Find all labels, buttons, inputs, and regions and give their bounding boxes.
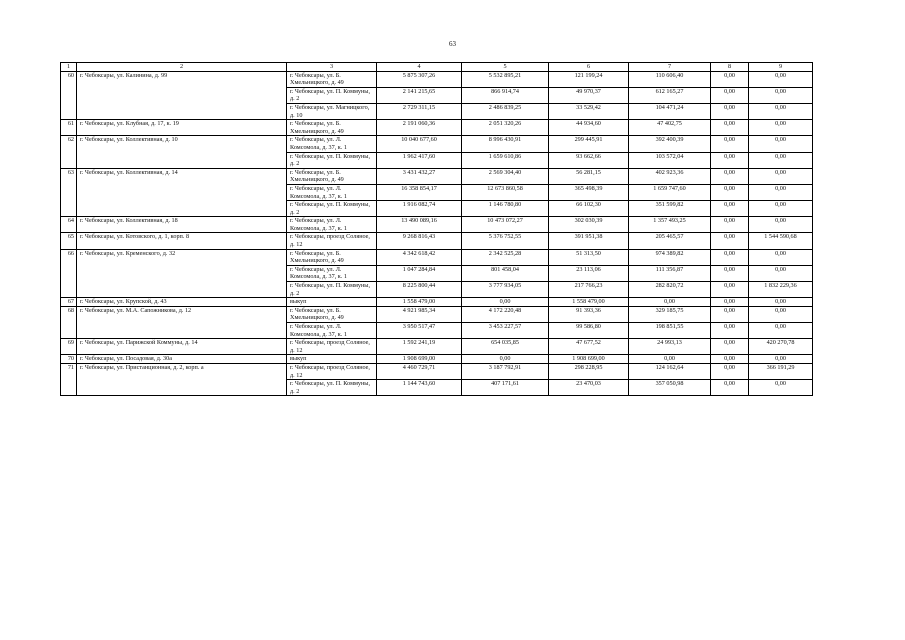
- amount-cell: 2 141 215,65: [377, 87, 462, 103]
- amount-cell: 33 529,42: [549, 103, 629, 119]
- source-address: г. Чебоксары, ул. П. Коммуны, д. 2: [287, 152, 377, 168]
- amount-cell: 12 673 860,58: [462, 184, 549, 200]
- column-header: 7: [629, 63, 711, 72]
- amount-cell: 10 473 072,27: [462, 217, 549, 233]
- amount-cell: 0,00: [711, 152, 749, 168]
- row-number: 68: [61, 306, 77, 338]
- amount-cell: 392 400,39: [629, 136, 711, 152]
- amount-cell: 4 460 729,71: [377, 363, 462, 379]
- row-number: 60: [61, 71, 77, 120]
- amount-cell: 302 030,39: [549, 217, 629, 233]
- amount-cell: 612 165,27: [629, 87, 711, 103]
- object-address: г. Чебоксары, ул. Коллективная, д. 18: [77, 217, 287, 233]
- amount-cell: 0,00: [749, 265, 813, 281]
- amount-cell: 801 458,04: [462, 265, 549, 281]
- object-address: г. Чебоксары, ул. Котовского, д. 1, корп. 8: [77, 233, 287, 249]
- amount-cell: 0,00: [711, 249, 749, 265]
- amount-cell: 1 832 229,36: [749, 282, 813, 298]
- table-row: [61, 71, 813, 87]
- column-header: 3: [287, 63, 377, 72]
- amount-cell: 205 465,57: [629, 233, 711, 249]
- amount-cell: 1 592 241,19: [377, 339, 462, 355]
- table-row: [61, 233, 813, 249]
- amount-cell: 0,00: [711, 233, 749, 249]
- amount-cell: 282 820,72: [629, 282, 711, 298]
- source-address: г. Чебоксары, ул. Л. Комсомола, д. 37, к. 1: [287, 323, 377, 339]
- amount-cell: 47 402,75: [629, 120, 711, 136]
- amount-cell: 0,00: [749, 249, 813, 265]
- amount-cell: 2 486 839,25: [462, 103, 549, 119]
- column-header: 8: [711, 63, 749, 72]
- row-number: 69: [61, 339, 77, 355]
- amount-cell: 44 934,60: [549, 120, 629, 136]
- source-address: г. Чебоксары, ул. Магницкого, д. 10: [287, 103, 377, 119]
- table-row: [61, 355, 813, 364]
- object-address: г. Чебоксары, ул. Коллективная, д. 14: [77, 168, 287, 217]
- source-address: г. Чебоксары, ул. П. Коммуны, д. 2: [287, 380, 377, 396]
- row-number: 65: [61, 233, 77, 249]
- column-header: 6: [549, 63, 629, 72]
- amount-cell: 0,00: [749, 184, 813, 200]
- amount-cell: 0,00: [711, 298, 749, 307]
- row-number: 70: [61, 355, 77, 364]
- amount-cell: 198 851,55: [629, 323, 711, 339]
- column-header: 5: [462, 63, 549, 72]
- object-address: г. Чебоксары, ул. Клубная, д. 17, к. 19: [77, 120, 287, 136]
- amount-cell: 0,00: [462, 298, 549, 307]
- amount-cell: 0,00: [711, 201, 749, 217]
- amount-cell: 0,00: [749, 152, 813, 168]
- row-number: 71: [61, 363, 77, 395]
- column-header: 2: [77, 63, 287, 72]
- data-table: [60, 62, 813, 396]
- amount-cell: 402 923,36: [629, 168, 711, 184]
- column-header: 9: [749, 63, 813, 72]
- amount-cell: 0,00: [629, 298, 711, 307]
- amount-cell: 1 146 780,80: [462, 201, 549, 217]
- table-row: [61, 249, 813, 265]
- row-number: 62: [61, 136, 77, 168]
- amount-cell: 16 358 854,17: [377, 184, 462, 200]
- page-number: 63: [449, 40, 456, 48]
- source-address: г. Чебоксары, ул. П. Коммуны, д. 2: [287, 282, 377, 298]
- source-address: г. Чебоксары, ул. Л. Комсомола, д. 37, к. 1: [287, 265, 377, 281]
- amount-cell: 1 962 417,60: [377, 152, 462, 168]
- amount-cell: 0,00: [711, 87, 749, 103]
- amount-cell: 1 558 479,00: [377, 298, 462, 307]
- amount-cell: 0,00: [711, 355, 749, 364]
- amount-cell: 0,00: [711, 103, 749, 119]
- table-row: [61, 136, 813, 152]
- amount-cell: 420 270,78: [749, 339, 813, 355]
- amount-cell: 0,00: [711, 136, 749, 152]
- amount-cell: 3 431 432,27: [377, 168, 462, 184]
- amount-cell: 0,00: [749, 323, 813, 339]
- amount-cell: 103 572,04: [629, 152, 711, 168]
- row-number: 64: [61, 217, 77, 233]
- amount-cell: 23 113,06: [549, 265, 629, 281]
- amount-cell: 110 606,40: [629, 71, 711, 87]
- source-address: г. Чебоксары, ул. Б. Хмельницкого, д. 49: [287, 120, 377, 136]
- amount-cell: 0,00: [711, 323, 749, 339]
- amount-cell: 47 677,52: [549, 339, 629, 355]
- amount-cell: 0,00: [711, 217, 749, 233]
- amount-cell: 366 191,29: [749, 363, 813, 379]
- amount-cell: 654 035,85: [462, 339, 549, 355]
- amount-cell: 4 172 220,48: [462, 306, 549, 322]
- amount-cell: 8 996 430,91: [462, 136, 549, 152]
- amount-cell: 13 490 089,16: [377, 217, 462, 233]
- amount-cell: 49 970,37: [549, 87, 629, 103]
- table-row: [61, 298, 813, 307]
- header-row: [61, 63, 813, 72]
- amount-cell: 0,00: [711, 120, 749, 136]
- row-number: 66: [61, 249, 77, 298]
- amount-cell: 2 569 304,40: [462, 168, 549, 184]
- table-row: [61, 120, 813, 136]
- source-address: г. Чебоксары, ул. Б. Хмельницкого, д. 49: [287, 249, 377, 265]
- amount-cell: 0,00: [749, 355, 813, 364]
- amount-cell: 1 908 699,00: [377, 355, 462, 364]
- amount-cell: 1 908 699,00: [549, 355, 629, 364]
- amount-cell: 8 225 800,44: [377, 282, 462, 298]
- amount-cell: 0,00: [711, 380, 749, 396]
- amount-cell: 121 199,24: [549, 71, 629, 87]
- amount-cell: 91 393,36: [549, 306, 629, 322]
- amount-cell: 391 951,38: [549, 233, 629, 249]
- object-address: г. Чебоксары, ул. Парижской Коммуны, д. 14: [77, 339, 287, 355]
- amount-cell: 0,00: [711, 339, 749, 355]
- amount-cell: 0,00: [629, 355, 711, 364]
- amount-cell: 0,00: [749, 380, 813, 396]
- amount-cell: 0,00: [711, 282, 749, 298]
- object-address: г. Чебоксары, ул. Пристанционная, д. 2, корп. а: [77, 363, 287, 395]
- amount-cell: 4 342 618,42: [377, 249, 462, 265]
- source-address: г. Чебоксары, ул. Л. Комсомола, д. 37, к. 1: [287, 184, 377, 200]
- amount-cell: 0,00: [749, 120, 813, 136]
- amount-cell: 2 342 525,28: [462, 249, 549, 265]
- amount-cell: 3 777 934,05: [462, 282, 549, 298]
- amount-cell: 0,00: [749, 298, 813, 307]
- amount-cell: 2 729 311,15: [377, 103, 462, 119]
- amount-cell: 407 171,61: [462, 380, 549, 396]
- amount-cell: 0,00: [711, 184, 749, 200]
- amount-cell: 357 050,98: [629, 380, 711, 396]
- source-address: г. Чебоксары, проезд Соляное, д. 12: [287, 363, 377, 379]
- source-address: г. Чебоксары, ул. П. Коммуны, д. 2: [287, 87, 377, 103]
- amount-cell: 104 471,24: [629, 103, 711, 119]
- amount-cell: 1 659 747,60: [629, 184, 711, 200]
- amount-cell: 4 921 985,34: [377, 306, 462, 322]
- source-address: г. Чебоксары, ул. Л. Комсомола, д. 37, к. 1: [287, 217, 377, 233]
- amount-cell: 0,00: [749, 168, 813, 184]
- amount-cell: 1 916 082,74: [377, 201, 462, 217]
- amount-cell: 124 162,64: [629, 363, 711, 379]
- amount-cell: 1 047 284,84: [377, 265, 462, 281]
- object-address: г. Чебоксары, ул. Посадовая, д. 30а: [77, 355, 287, 364]
- amount-cell: 0,00: [711, 363, 749, 379]
- amount-cell: 0,00: [749, 103, 813, 119]
- amount-cell: 1 558 479,00: [549, 298, 629, 307]
- amount-cell: 0,00: [749, 217, 813, 233]
- object-address: г. Чебоксары, ул. Крупской, д. 43: [77, 298, 287, 307]
- table-row: [61, 168, 813, 184]
- amount-cell: 217 766,23: [549, 282, 629, 298]
- amount-cell: 3 453 227,57: [462, 323, 549, 339]
- source-address: выкуп: [287, 298, 377, 307]
- amount-cell: 0,00: [711, 265, 749, 281]
- source-address: г. Чебоксары, ул. П. Коммуны, д. 2: [287, 201, 377, 217]
- amount-cell: 0,00: [749, 201, 813, 217]
- amount-cell: 1 659 610,86: [462, 152, 549, 168]
- amount-cell: 111 356,87: [629, 265, 711, 281]
- row-number: 63: [61, 168, 77, 217]
- amount-cell: 24 993,13: [629, 339, 711, 355]
- amount-cell: 99 586,80: [549, 323, 629, 339]
- source-address: г. Чебоксары, ул. Б. Хмельницкого, д. 49: [287, 168, 377, 184]
- amount-cell: 1 544 590,68: [749, 233, 813, 249]
- amount-cell: 0,00: [711, 168, 749, 184]
- row-number: 67: [61, 298, 77, 307]
- amount-cell: 974 389,82: [629, 249, 711, 265]
- table-row: [61, 363, 813, 379]
- source-address: г. Чебоксары, ул. Л. Комсомола, д. 37, к. 1: [287, 136, 377, 152]
- object-address: г. Чебоксары, ул. Коллективная, д. 10: [77, 136, 287, 168]
- table-row: [61, 217, 813, 233]
- source-address: г. Чебоксары, проезд Соляное, д. 12: [287, 339, 377, 355]
- amount-cell: 5 532 895,21: [462, 71, 549, 87]
- amount-cell: 66 102,30: [549, 201, 629, 217]
- amount-cell: 0,00: [749, 136, 813, 152]
- object-address: г. Чебоксары, ул. Калинина, д. 99: [77, 71, 287, 120]
- amount-cell: 351 599,82: [629, 201, 711, 217]
- amount-cell: 0,00: [749, 71, 813, 87]
- row-number: 61: [61, 120, 77, 136]
- amount-cell: 10 040 677,60: [377, 136, 462, 152]
- table-row: [61, 339, 813, 355]
- amount-cell: 298 228,95: [549, 363, 629, 379]
- amount-cell: 93 662,66: [549, 152, 629, 168]
- amount-cell: 329 185,75: [629, 306, 711, 322]
- amount-cell: 0,00: [462, 355, 549, 364]
- source-address: г. Чебоксары, проезд Соляное, д. 12: [287, 233, 377, 249]
- amount-cell: 3 187 792,91: [462, 363, 549, 379]
- amount-cell: 0,00: [711, 71, 749, 87]
- amount-cell: 3 950 517,47: [377, 323, 462, 339]
- amount-cell: 866 914,74: [462, 87, 549, 103]
- amount-cell: 1 357 493,25: [629, 217, 711, 233]
- amount-cell: 365 498,39: [549, 184, 629, 200]
- amount-cell: 5 875 307,26: [377, 71, 462, 87]
- column-header: 1: [61, 63, 77, 72]
- amount-cell: 9 268 816,43: [377, 233, 462, 249]
- object-address: г. Чебоксары, ул. М.А. Сапожникова, д. 12: [77, 306, 287, 338]
- source-address: г. Чебоксары, ул. Б. Хмельницкого, д. 49: [287, 71, 377, 87]
- amount-cell: 56 281,15: [549, 168, 629, 184]
- column-header: 4: [377, 63, 462, 72]
- amount-cell: 2 051 320,26: [462, 120, 549, 136]
- source-address: выкуп: [287, 355, 377, 364]
- amount-cell: 5 376 752,55: [462, 233, 549, 249]
- amount-cell: 0,00: [749, 87, 813, 103]
- amount-cell: 299 445,91: [549, 136, 629, 152]
- amount-cell: 0,00: [711, 306, 749, 322]
- source-address: г. Чебоксары, ул. Б. Хмельницкого, д. 49: [287, 306, 377, 322]
- amount-cell: 0,00: [749, 306, 813, 322]
- amount-cell: 51 313,50: [549, 249, 629, 265]
- amount-cell: 1 144 743,60: [377, 380, 462, 396]
- amount-cell: 23 470,03: [549, 380, 629, 396]
- object-address: г. Чебоксары, ул. Кременского, д. 32: [77, 249, 287, 298]
- amount-cell: 2 191 060,36: [377, 120, 462, 136]
- table-row: [61, 306, 813, 322]
